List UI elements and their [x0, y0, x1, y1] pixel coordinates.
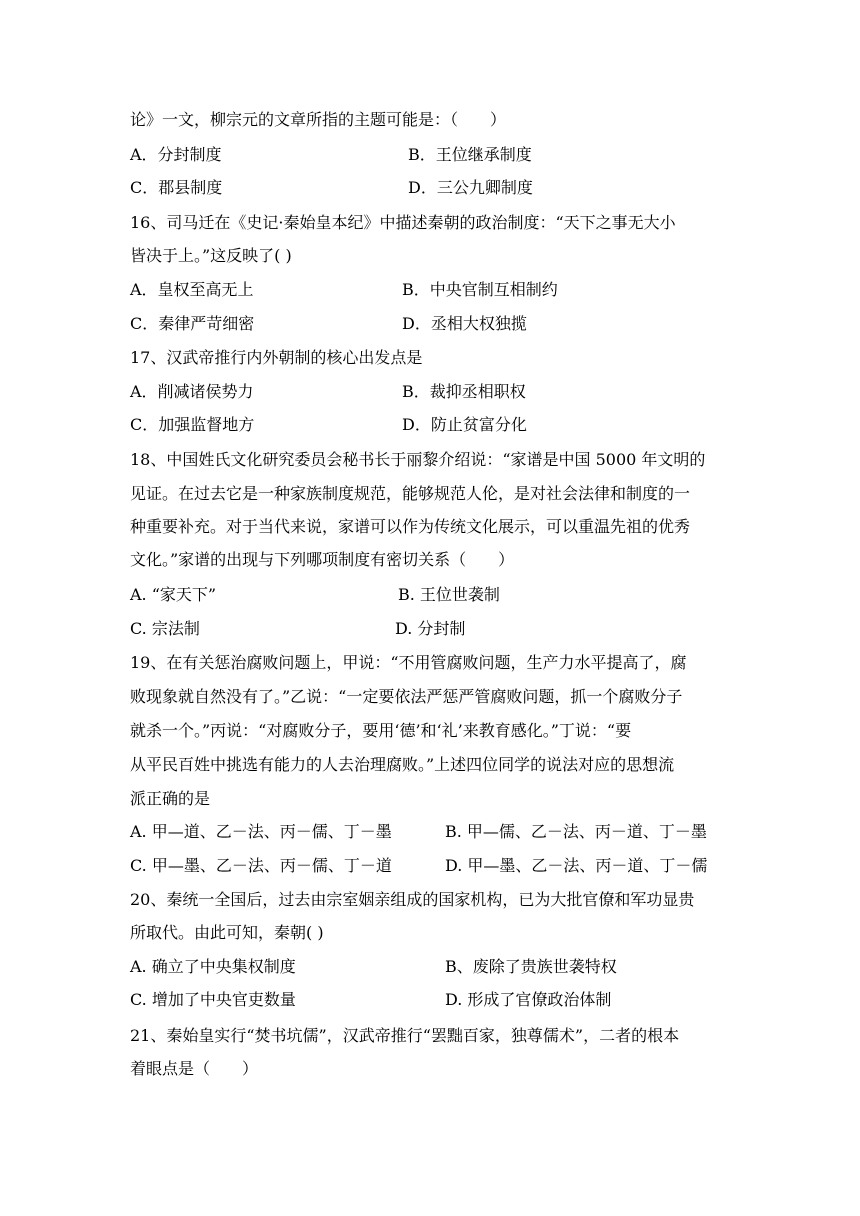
q18-line-3: 种重要补充。对于当代来说，家谱可以作为传统文化展示，可以重温先祖的优秀: [130, 517, 691, 536]
q20-option-c: C. 增加了中央官吏数量: [130, 990, 296, 1009]
q15-option-b: B．王位继承制度: [408, 145, 532, 164]
q15-option-d: D．三公九卿制度: [408, 178, 533, 197]
q21-line-2: 着眼点是（ ）: [130, 1059, 259, 1078]
q19-line-5: 派正确的是: [130, 789, 211, 808]
q16-option-a: A．皇权至高无上: [130, 280, 254, 299]
q18-line-1: 18、中国姓氏文化研究委员会秘书长于丽黎介绍说：“家谱是中国 5000 年文明的: [130, 450, 706, 469]
q16-option-d: D．丞相大权独揽: [402, 314, 527, 333]
q15-option-a: A．分封制度: [130, 145, 222, 164]
q20-option-a: A. 确立了中央集权制度: [130, 957, 296, 976]
q16-option-c: C．秦律严苛细密: [130, 314, 255, 333]
q15-option-c: C．郡县制度: [130, 178, 223, 197]
q17-option-a: A．削减诸侯势力: [130, 382, 254, 401]
q17-option-d: D．防止贫富分化: [402, 415, 527, 434]
q19-line-1: 19、在有关惩治腐败问题上，甲说：“不用管腐败问题，生产力水平提高了，腐: [130, 653, 687, 672]
q18-option-b: B. 王位世袭制: [398, 585, 500, 604]
q18-line-2: 见证。在过去它是一种家族制度规范，能够规范人伦，是对社会法律和制度的一: [130, 484, 691, 503]
q18-option-c: C. 宗法制: [130, 619, 200, 638]
q20-option-b: B、废除了贵族世袭特权: [445, 957, 617, 976]
q19-line-3: 就杀一个。”丙说：“对腐败分子，要用‘德’和‘礼’来教育感化。”丁说：“要: [130, 721, 632, 740]
q20-line-1: 20、秦统一全国后，过去由宗室姻亲组成的国家机构，已为大批官僚和军功显贵: [130, 890, 695, 909]
q16-line-1: 16、司马迁在《史记·秦始皇本纪》中描述秦朝的政治制度：“天下之事无大小: [130, 213, 676, 232]
q20-line-2: 所取代。由此可知，秦朝( ): [130, 923, 324, 942]
q17-line-1: 17、汉武帝推行内外朝制的核心出发点是: [130, 348, 423, 367]
q19-option-a: A. 甲—道、乙－法、丙－儒、丁－墨: [130, 822, 392, 841]
q21-line-1: 21、秦始皇实行“焚书坑儒”，汉武帝推行“罢黜百家，独尊儒术”，二者的根本: [130, 1026, 680, 1045]
q19-option-c: C. 甲—墨、乙－法、丙－儒、丁－道: [130, 856, 392, 875]
q19-line-2: 败现象就自然没有了。”乙说：“一定要依法严惩严管腐败问题，抓一个腐败分子: [130, 687, 683, 706]
q15-text: 论》一文，柳宗元的文章所指的主题可能是：（ ）: [130, 110, 507, 129]
q16-line-2: 皆决于上。”这反映了( ): [130, 246, 292, 265]
q16-option-b: B．中央官制互相制约: [402, 280, 558, 299]
q19-option-d: D. 甲—墨、乙－法、丙－道、丁－儒: [445, 856, 708, 875]
q18-option-a: A. “家天下”: [130, 585, 217, 604]
q18-line-4: 文化。”家谱的出现与下列哪项制度有密切关系（ ）: [130, 550, 515, 569]
q18-option-d: D. 分封制: [395, 619, 466, 638]
q19-option-b: B. 甲—儒、乙－法、丙－道、丁－墨: [445, 822, 707, 841]
q19-line-4: 从平民百姓中挑选有能力的人去治理腐败。”上述四位同学的说法对应的思想流: [130, 755, 675, 774]
q17-option-b: B．裁抑丞相职权: [402, 382, 526, 401]
q20-option-d: D. 形成了官僚政治体制: [445, 990, 612, 1009]
q17-option-c: C．加强监督地方: [130, 415, 255, 434]
